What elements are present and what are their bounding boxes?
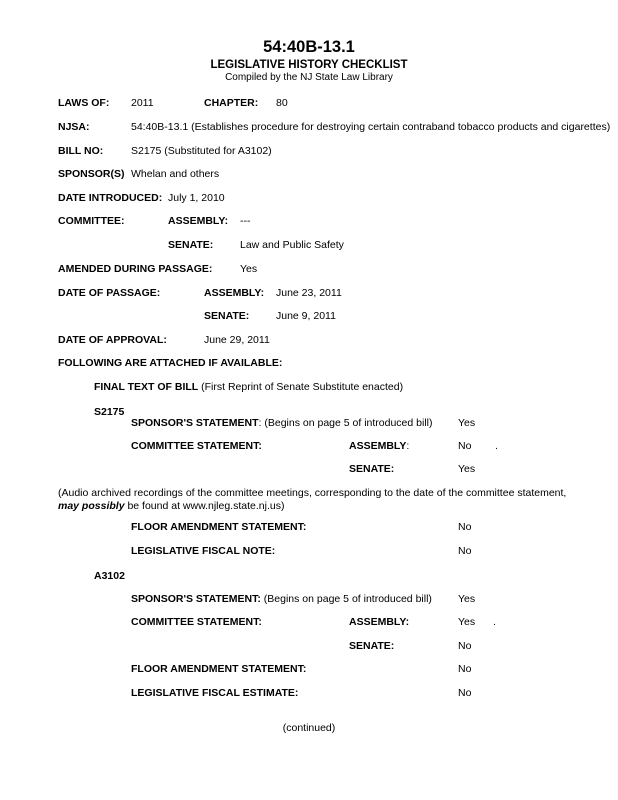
laws-of-label: LAWS OF: — [58, 97, 110, 109]
audio-note-emphasis: may possibly — [58, 500, 125, 512]
amended-value: Yes — [240, 263, 258, 275]
s2175-fiscal-value: No — [458, 545, 472, 557]
amended-label: AMENDED DURING PASSAGE: — [58, 263, 213, 275]
sponsors-value: Whelan and others — [131, 168, 220, 180]
a3102-senate-value: No — [458, 640, 472, 652]
a3102-assembly-value: Yes — [458, 616, 476, 628]
a3102-fiscal-value: No — [458, 687, 472, 699]
s2175-assembly-value: No — [458, 440, 472, 452]
a3102-sponsor-row — [131, 593, 432, 605]
njsa-value: 54:40B-13.1 (Establishes procedure for destroying certain contraband tobacco products and cigarettes) — [131, 121, 611, 133]
a3102-fiscal-label: LEGISLATIVE FISCAL ESTIMATE: — [131, 687, 299, 699]
a3102-label: A3102 — [94, 570, 125, 582]
a3102-sponsor-value: Yes — [458, 593, 476, 605]
page-title: 54:40B-13.1 — [263, 38, 355, 56]
a3102-assembly-dot: . — [493, 616, 496, 628]
committee-label: COMMITTEE: — [58, 215, 125, 227]
s2175-senate-value: Yes — [458, 463, 476, 475]
s2175-assembly-colon: : — [406, 440, 410, 452]
s2175-assembly-label: ASSEMBLY — [349, 440, 407, 452]
compiled-by: Compiled by the NJ State Law Library — [225, 72, 393, 83]
committee-senate-label: SENATE: — [168, 239, 214, 251]
s2175-sponsor-value: Yes — [458, 417, 476, 429]
s2175-sponsor-label: SPONSOR'S STATEMENT — [131, 417, 259, 429]
date-introduced-value: July 1, 2010 — [168, 192, 225, 204]
s2175-sponsor-note: : (Begins on page 5 of introduced bill) — [258, 417, 433, 429]
approval-label: DATE OF APPROVAL: — [58, 334, 167, 346]
committee-senate-value: Law and Public Safety — [240, 239, 344, 251]
audio-note — [58, 487, 578, 513]
final-text-note: (First Reprint of Senate Substitute enacted) — [198, 381, 404, 393]
audio-note-pre: (Audio archived recordings of the committee meetings, corresponding to the date of the committee statement, — [58, 487, 567, 499]
passage-label: DATE OF PASSAGE: — [58, 287, 161, 299]
s2175-assembly-dot: . — [495, 440, 498, 452]
s2175-label: S2175 — [94, 406, 125, 418]
a3102-senate-label: SENATE: — [349, 640, 395, 652]
s2175-floor-value: No — [458, 521, 472, 533]
s2175-sponsor-row — [131, 417, 433, 429]
bill-no-value: S2175 (Substituted for A3102) — [131, 145, 272, 157]
passage-assembly-label: ASSEMBLY: — [204, 287, 265, 299]
s2175-floor-label: FLOOR AMENDMENT STATEMENT: — [131, 521, 307, 533]
document-heading: LEGISLATIVE HISTORY CHECKLIST — [210, 59, 408, 71]
final-text-row — [94, 381, 403, 393]
committee-assembly-value: --- — [240, 215, 251, 227]
a3102-sponsor-note: (Begins on page 5 of introduced bill) — [260, 593, 432, 605]
approval-value: June 29, 2011 — [204, 334, 270, 346]
passage-senate-label: SENATE: — [204, 310, 250, 322]
audio-note-post: be found at www.njleg.state.nj.us) — [124, 500, 285, 512]
a3102-floor-label: FLOOR AMENDMENT STATEMENT: — [131, 663, 307, 675]
continued-note: (continued) — [282, 722, 336, 734]
s2175-committee-label: COMMITTEE STATEMENT: — [131, 440, 262, 452]
committee-assembly-label: ASSEMBLY: — [168, 215, 229, 227]
final-text-label: FINAL TEXT OF BILL — [94, 381, 199, 393]
s2175-fiscal-label: LEGISLATIVE FISCAL NOTE: — [131, 545, 276, 557]
bill-no-label: BILL NO: — [58, 145, 104, 157]
laws-of-value: 2011 — [131, 97, 154, 109]
passage-senate-value: June 9, 2011 — [276, 310, 336, 322]
a3102-committee-label: COMMITTEE STATEMENT: — [131, 616, 262, 628]
a3102-sponsor-label: SPONSOR'S STATEMENT: — [131, 593, 261, 605]
a3102-assembly-label: ASSEMBLY: — [349, 616, 410, 628]
date-introduced-label: DATE INTRODUCED: — [58, 192, 163, 204]
chapter-value: 80 — [276, 97, 288, 109]
njsa-label: NJSA: — [58, 121, 90, 133]
sponsors-label: SPONSOR(S) — [58, 168, 125, 180]
passage-assembly-value: June 23, 2011 — [276, 287, 342, 299]
s2175-assembly-row — [349, 440, 409, 452]
chapter-label: CHAPTER: — [204, 97, 259, 109]
s2175-senate-label: SENATE: — [349, 463, 395, 475]
a3102-floor-value: No — [458, 663, 472, 675]
attached-heading: FOLLOWING ARE ATTACHED IF AVAILABLE: — [58, 357, 283, 369]
